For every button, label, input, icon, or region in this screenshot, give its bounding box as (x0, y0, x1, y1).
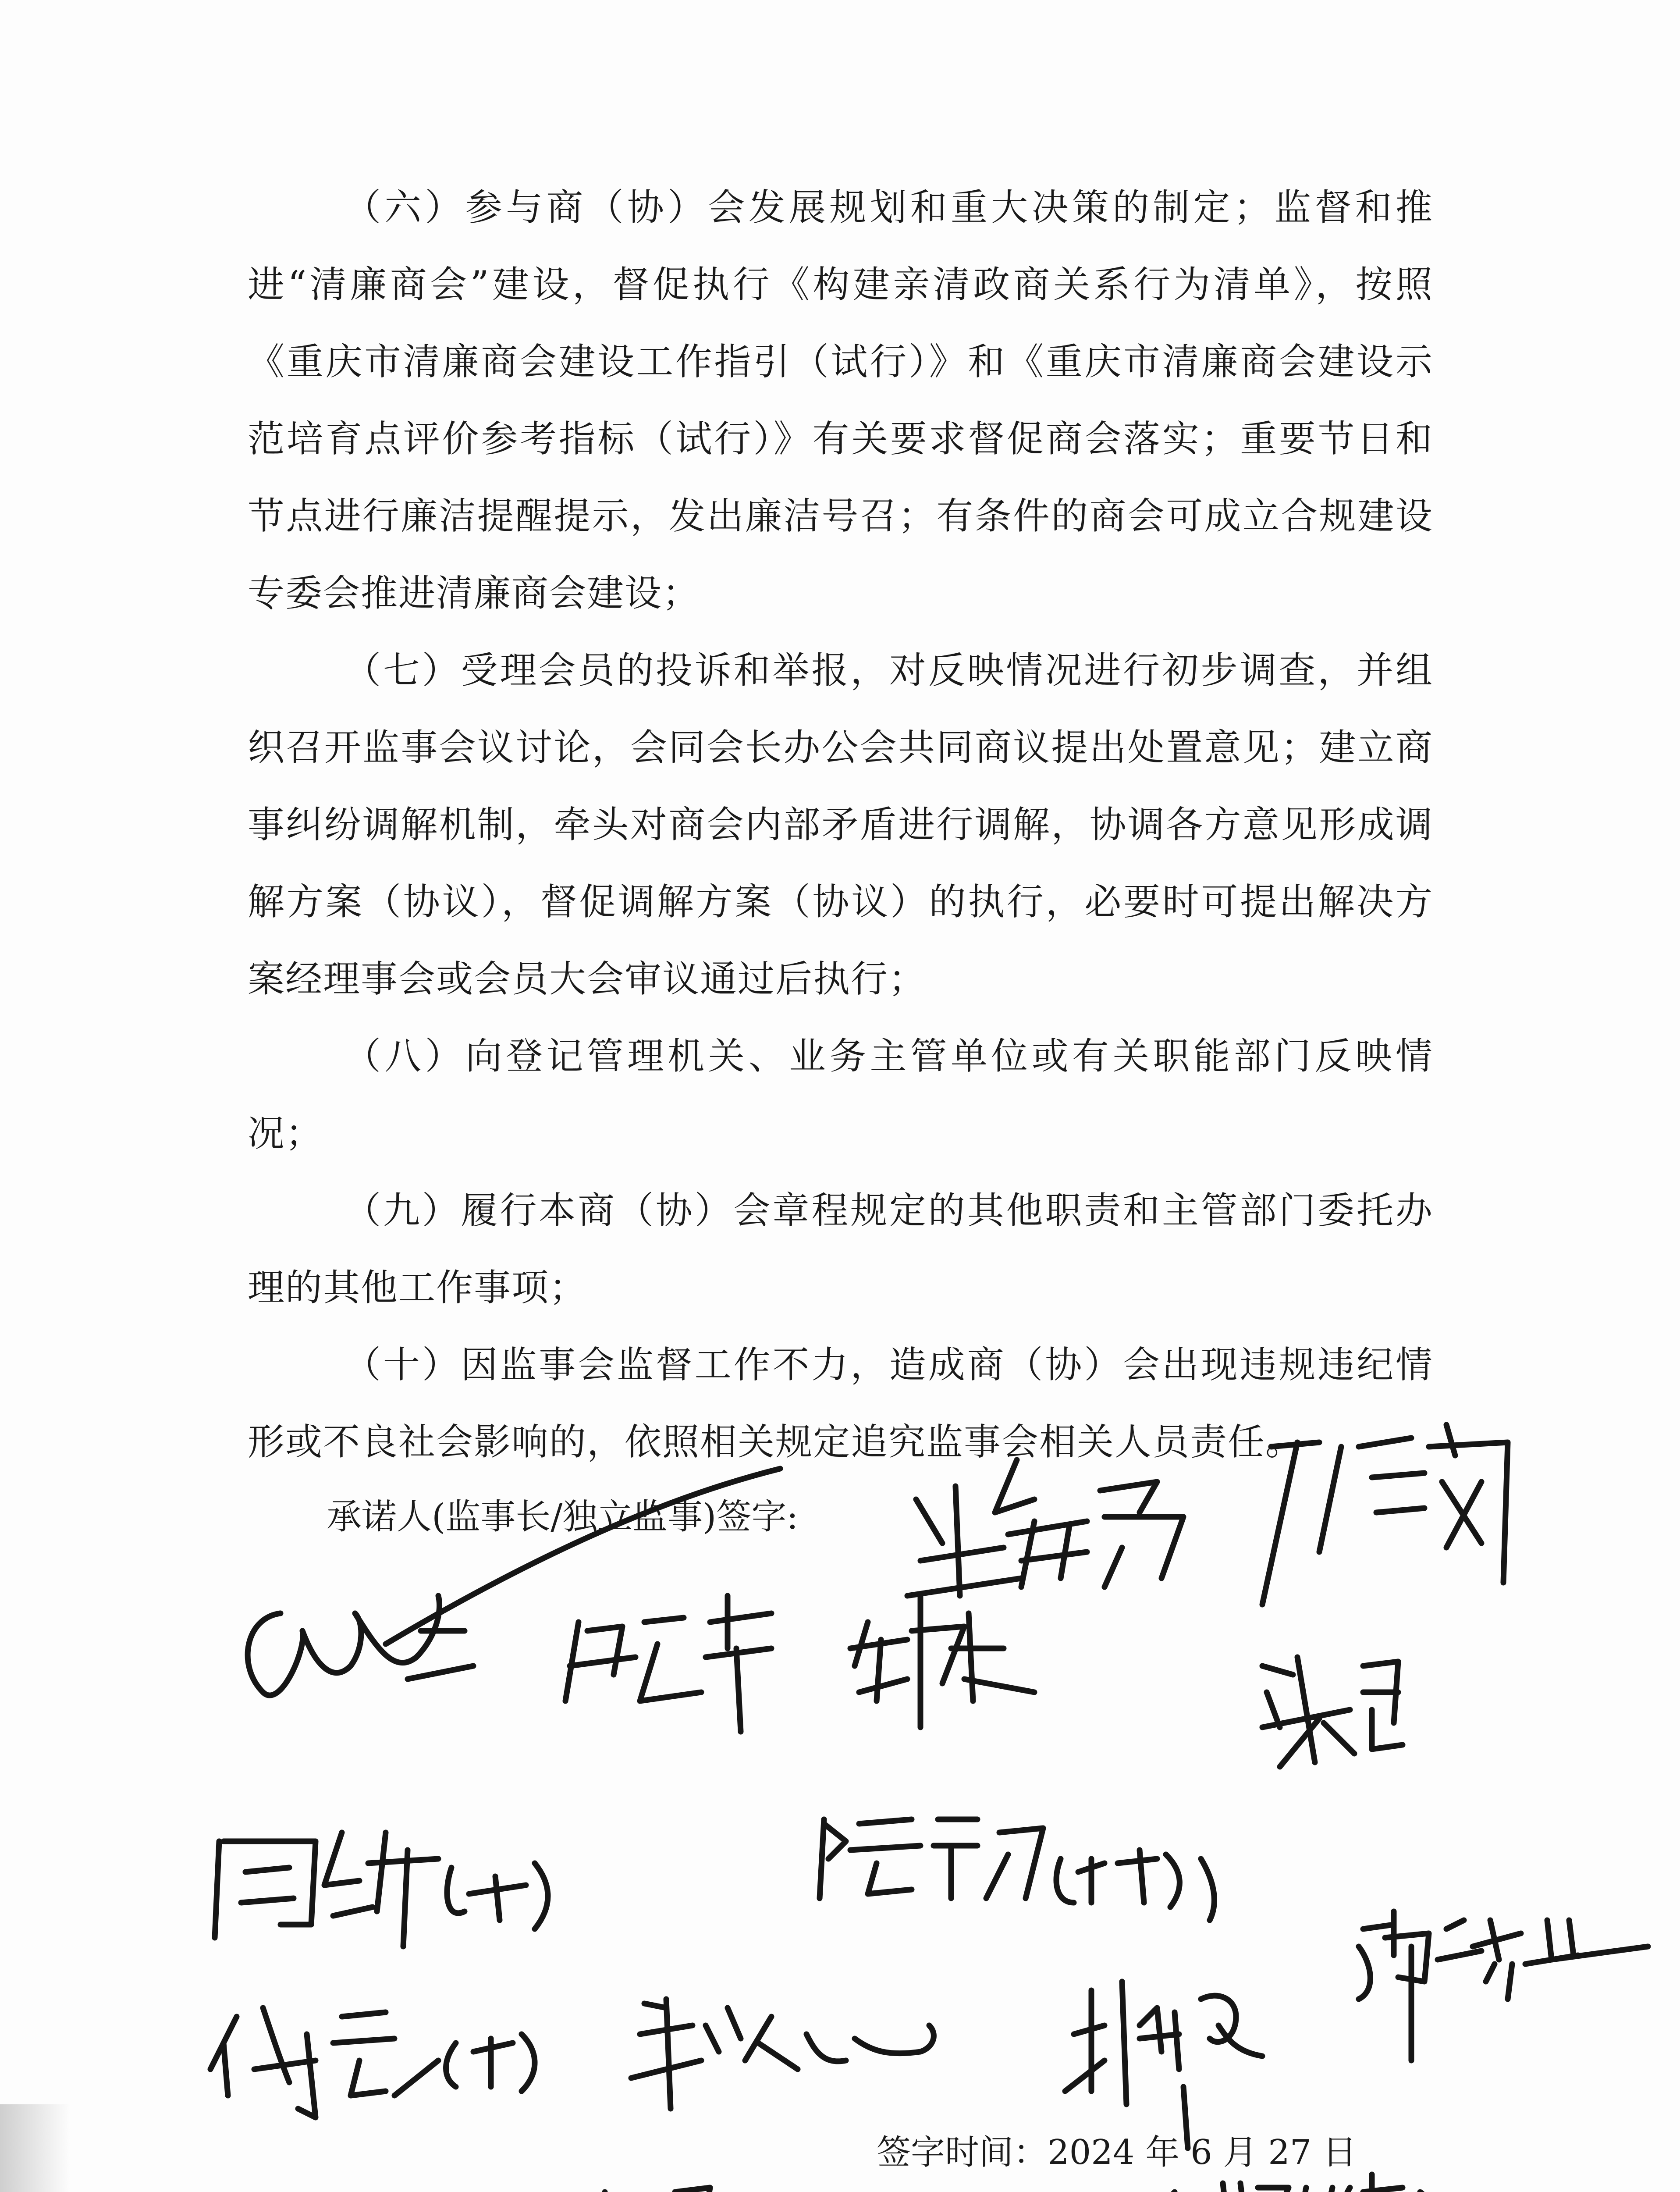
signature-17 (1167, 2174, 1630, 2192)
promise-label: 承诺人(监事长/独立监事)签字: (327, 1496, 799, 1537)
signature-7 (1262, 1657, 1403, 1767)
signature-4 (248, 1469, 780, 1695)
paragraph-item-7: （七）受理会员的投诉和举报，对反映情况进行初步调查，并组织召开监事会议讨论，会同会长办公会共同商议提出处置意见；建立商事纠纷调解机制，牵头对商会内部矛盾进行调解，协调各方意见形成调解方案（协议），督促调解方案（协议）的执行，必要时可提出解决方案经理事会或会员大会审议通过后执行； (248, 649, 1433, 1000)
signature-13 (1359, 1911, 1648, 2060)
signature-15 (570, 2188, 719, 2192)
signature-6 (850, 1596, 1034, 1727)
signature-1 (907, 1486, 1021, 1596)
sign-date: 签字时间：2024 年 6 月 27 日 (877, 2133, 1357, 2172)
signature-10 (210, 2008, 535, 2117)
paragraph-item-10: （十）因监事会监督工作不力，造成商（协）会出现违规违纪情形或不良社会影响的，依照相关规定追究监事会相关人员责任。 (248, 1343, 1433, 1463)
signature-11 (631, 1999, 934, 2109)
signature-2 (995, 1460, 1183, 1587)
paragraph-item-6: （六）参与商（协）会发展规划和重大决策的制定；监督和推进“清廉商会”建设，督促执行《构建亲清政商关系行为清单》，按照《重庆市清廉商会建设工作指引（试行）》和《重庆市清廉商会建设示范培育点评价参考指标（试行）》有关要求督促商会落实；重要节日和节点进行廉洁提醒提示，发出廉洁号召；有条件的商会可成立合规建设专委会推进清廉商会建设； (248, 186, 1433, 615)
paragraph-item-8: （八）向登记管理机关、业务主管单位或有关职能部门反映情况； (248, 1035, 1433, 1155)
signature-9 (820, 1819, 1214, 1920)
signature-5 (565, 1596, 771, 1732)
signature-8 (215, 1833, 548, 1946)
signature-12 (1065, 1982, 1262, 2148)
signature-3 (1262, 1425, 1508, 1605)
scan-shadow-left (0, 2104, 70, 2192)
paragraph-item-9: （九）履行本商（协）会章程规定的其他职责和主管部门委托办理的其他工作事项； (248, 1189, 1433, 1309)
